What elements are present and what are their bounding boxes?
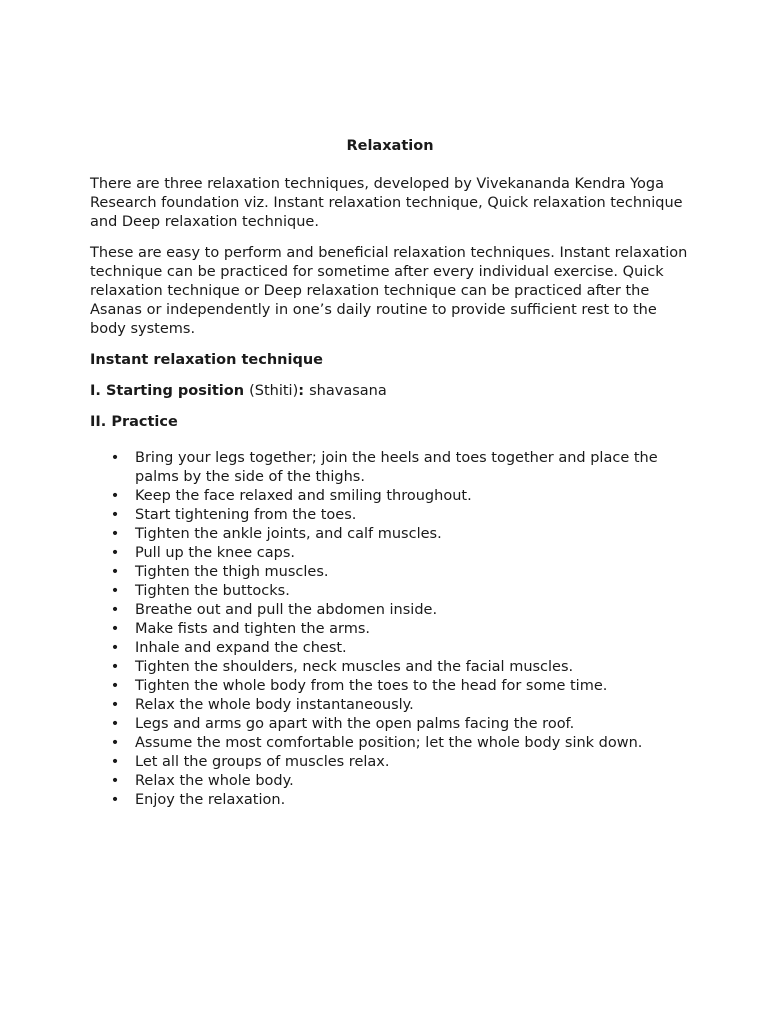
step-text: Assume the most comfortable position; let the whole body sink down. bbox=[135, 735, 643, 751]
step-text: Relax the whole body. bbox=[135, 773, 294, 789]
bullet-icon: • bbox=[110, 564, 120, 580]
list-item bbox=[110, 506, 690, 525]
list-item bbox=[110, 544, 690, 563]
bullet-icon: • bbox=[110, 678, 120, 694]
practice-steps-list bbox=[90, 449, 690, 810]
list-item bbox=[110, 772, 690, 791]
step-text: Breathe out and pull the abdomen inside. bbox=[135, 602, 438, 618]
step-text: Tighten the whole body from the toes to the head for some time. bbox=[135, 678, 608, 694]
bullet-icon: • bbox=[110, 754, 120, 770]
step-text: Tighten the buttocks. bbox=[135, 583, 290, 599]
bullet-icon: • bbox=[110, 716, 120, 732]
starting-position-label: I. Starting position bbox=[90, 383, 245, 399]
step-text: Inhale and expand the chest. bbox=[135, 640, 347, 656]
intro-paragraph: There are three relaxation techniques, developed by Vivekananda Kendra Yoga Research foundation viz. Instant relaxation technique, Quick relaxation technique and Deep relaxation technique. bbox=[90, 176, 683, 230]
section-heading: Instant relaxation technique bbox=[90, 352, 323, 368]
bullet-icon: • bbox=[110, 545, 120, 561]
step-text: Make fists and tighten the arms. bbox=[135, 621, 371, 637]
bullet-icon: • bbox=[110, 621, 120, 637]
step-text: Tighten the shoulders, neck muscles and the facial muscles. bbox=[135, 659, 574, 675]
bullet-icon: • bbox=[110, 488, 120, 504]
starting-position-sanskrit: (Sthiti) bbox=[249, 383, 299, 399]
bullet-icon: • bbox=[110, 450, 120, 466]
step-text: Keep the face relaxed and smiling throughout. bbox=[135, 488, 472, 504]
list-item bbox=[110, 525, 690, 544]
step-text: Pull up the knee caps. bbox=[135, 545, 296, 561]
list-item bbox=[110, 620, 690, 639]
bullet-icon: • bbox=[110, 773, 120, 789]
bullet-icon: • bbox=[110, 735, 120, 751]
document-title: Relaxation bbox=[346, 138, 434, 154]
bullet-icon: • bbox=[110, 526, 120, 542]
list-item bbox=[110, 563, 690, 582]
bullet-icon: • bbox=[110, 583, 120, 599]
list-item bbox=[110, 639, 690, 658]
step-text: Tighten the thigh muscles. bbox=[135, 564, 329, 580]
step-text: Relax the whole body instantaneously. bbox=[135, 697, 414, 713]
list-item bbox=[110, 582, 690, 601]
starting-position-value: shavasana bbox=[309, 383, 387, 399]
starting-position-colon: : bbox=[298, 383, 305, 399]
step-text: Start tightening from the toes. bbox=[135, 507, 357, 523]
list-item bbox=[110, 753, 690, 772]
list-item bbox=[110, 696, 690, 715]
bullet-icon: • bbox=[110, 507, 120, 523]
list-item bbox=[110, 715, 690, 734]
step-text: Enjoy the relaxation. bbox=[135, 792, 286, 808]
bullet-icon: • bbox=[110, 659, 120, 675]
list-item bbox=[110, 601, 690, 620]
starting-position-line bbox=[90, 382, 690, 401]
bullet-icon: • bbox=[110, 697, 120, 713]
list-item bbox=[110, 677, 690, 696]
list-item bbox=[110, 449, 690, 487]
list-item bbox=[110, 487, 690, 506]
step-text: Bring your legs together; join the heels and toes together and place the palms by the side of the thighs. bbox=[135, 450, 658, 485]
step-text: Legs and arms go apart with the open palms facing the roof. bbox=[135, 716, 575, 732]
list-item bbox=[110, 734, 690, 753]
list-item bbox=[110, 791, 690, 810]
step-text: Tighten the ankle joints, and calf muscles. bbox=[135, 526, 442, 542]
practice-heading: II. Practice bbox=[90, 414, 178, 430]
document-page bbox=[90, 136, 690, 810]
benefits-paragraph: These are easy to perform and beneficial relaxation techniques. Instant relaxation technique can be practiced for sometime after every individual exercise. Quick relaxation technique or Deep relaxation technique can be practiced after the Asanas or independently in one’s daily routine to provide sufficient rest to the body systems. bbox=[90, 245, 688, 337]
bullet-icon: • bbox=[110, 640, 120, 656]
step-text: Let all the groups of muscles relax. bbox=[135, 754, 390, 770]
list-item bbox=[110, 658, 690, 677]
bullet-icon: • bbox=[110, 792, 120, 808]
bullet-icon: • bbox=[110, 602, 120, 618]
